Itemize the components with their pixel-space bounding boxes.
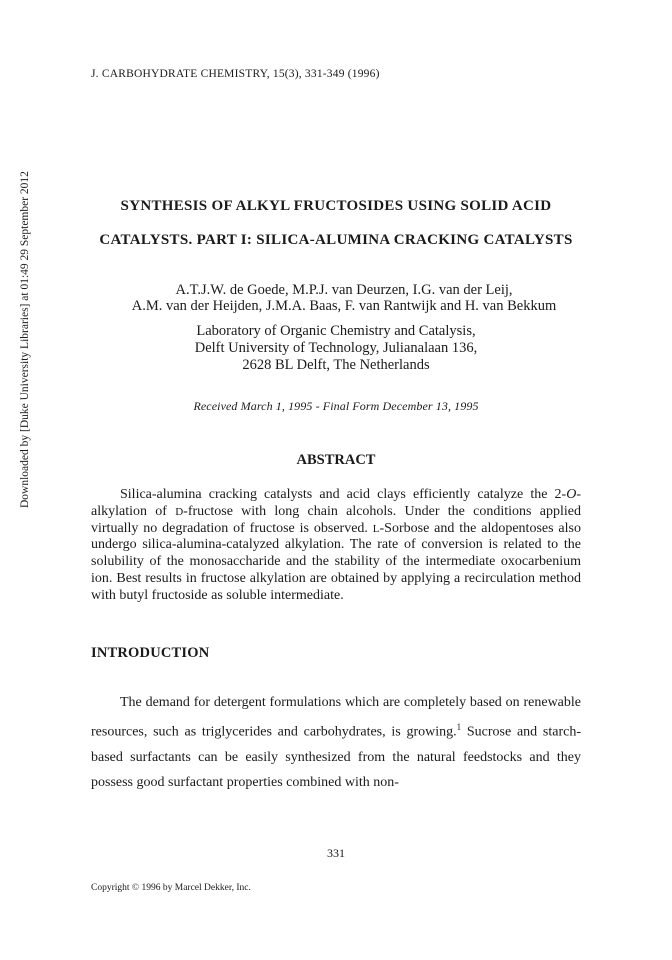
citation-superscript: 1: [456, 722, 462, 732]
article-title-line-2: CATALYSTS. PART I: SILICA-ALUMINA CRACKING CATALYSTS: [99, 232, 573, 248]
affiliation-line-3: 2628 BL Delft, The Netherlands: [242, 357, 430, 373]
affiliation-line-1: Laboratory of Organic Chemistry and Catalysis,: [196, 323, 476, 339]
introduction-body: [91, 690, 581, 795]
abstract-smallcap-l: L: [372, 522, 380, 535]
abstract-smallcap-d: D: [175, 505, 184, 518]
abstract-heading: ABSTRACT: [296, 452, 376, 468]
abstract-italic-o: O: [566, 487, 577, 502]
introduction-heading: INTRODUCTION: [91, 645, 210, 661]
received-dates: Received March 1, 1995 - Final Form December 13, 1995: [193, 399, 479, 413]
journal-header: J. CARBOHYDRATE CHEMISTRY, 15(3), 331-349 (1996): [91, 68, 380, 80]
intro-text: The demand for detergent formulations which are completely based on renewable resources, such as triglycerides and carbohydrates, is growing.: [91, 695, 581, 740]
abstract-text: Silica-alumina cracking catalysts and acid clays efficiently catalyze the 2-: [120, 487, 567, 502]
copyright-notice: Copyright © 1996 by Marcel Dekker, Inc.: [91, 883, 251, 893]
intro-text: Sucrose and starch-based surfactants can be easily synthesized from the natural feedstocks and they possess good surfactant properties combined with non-: [91, 724, 581, 790]
abstract-text: -fructose with long chain alcohols. Under the conditions applied virtually no degradation of fructose is observed.: [91, 503, 581, 536]
abstract-text: -alkylation of: [91, 487, 581, 519]
abstract-body: [91, 487, 581, 605]
download-watermark: Downloaded by [Duke University Libraries] at 01:49 29 September 2012: [19, 171, 31, 508]
authors-line-1: A.T.J.W. de Goede, M.P.J. van Deurzen, I.G. van der Leij,: [175, 282, 513, 298]
page-number: 331: [327, 846, 345, 860]
article-title-line-1: SYNTHESIS OF ALKYL FRUCTOSIDES USING SOLID ACID: [120, 198, 552, 214]
affiliation-line-2: Delft University of Technology, Julianalaan 136,: [194, 340, 478, 356]
abstract-text: -Sorbose and the aldopentoses also undergo silica-alumina-catalyzed alkylation. The rate of conversion is related to the solubility of the monosaccharide and the stability of the intermediate oxocarbenium ion. Best results in fructose alkylation are obtained by applying a recirculation method with butyl fructoside as soluble intermediate.: [91, 520, 581, 603]
authors-line-2: A.M. van der Heijden, J.M.A. Baas, F. van Rantwijk and H. van Bekkum: [131, 298, 557, 314]
